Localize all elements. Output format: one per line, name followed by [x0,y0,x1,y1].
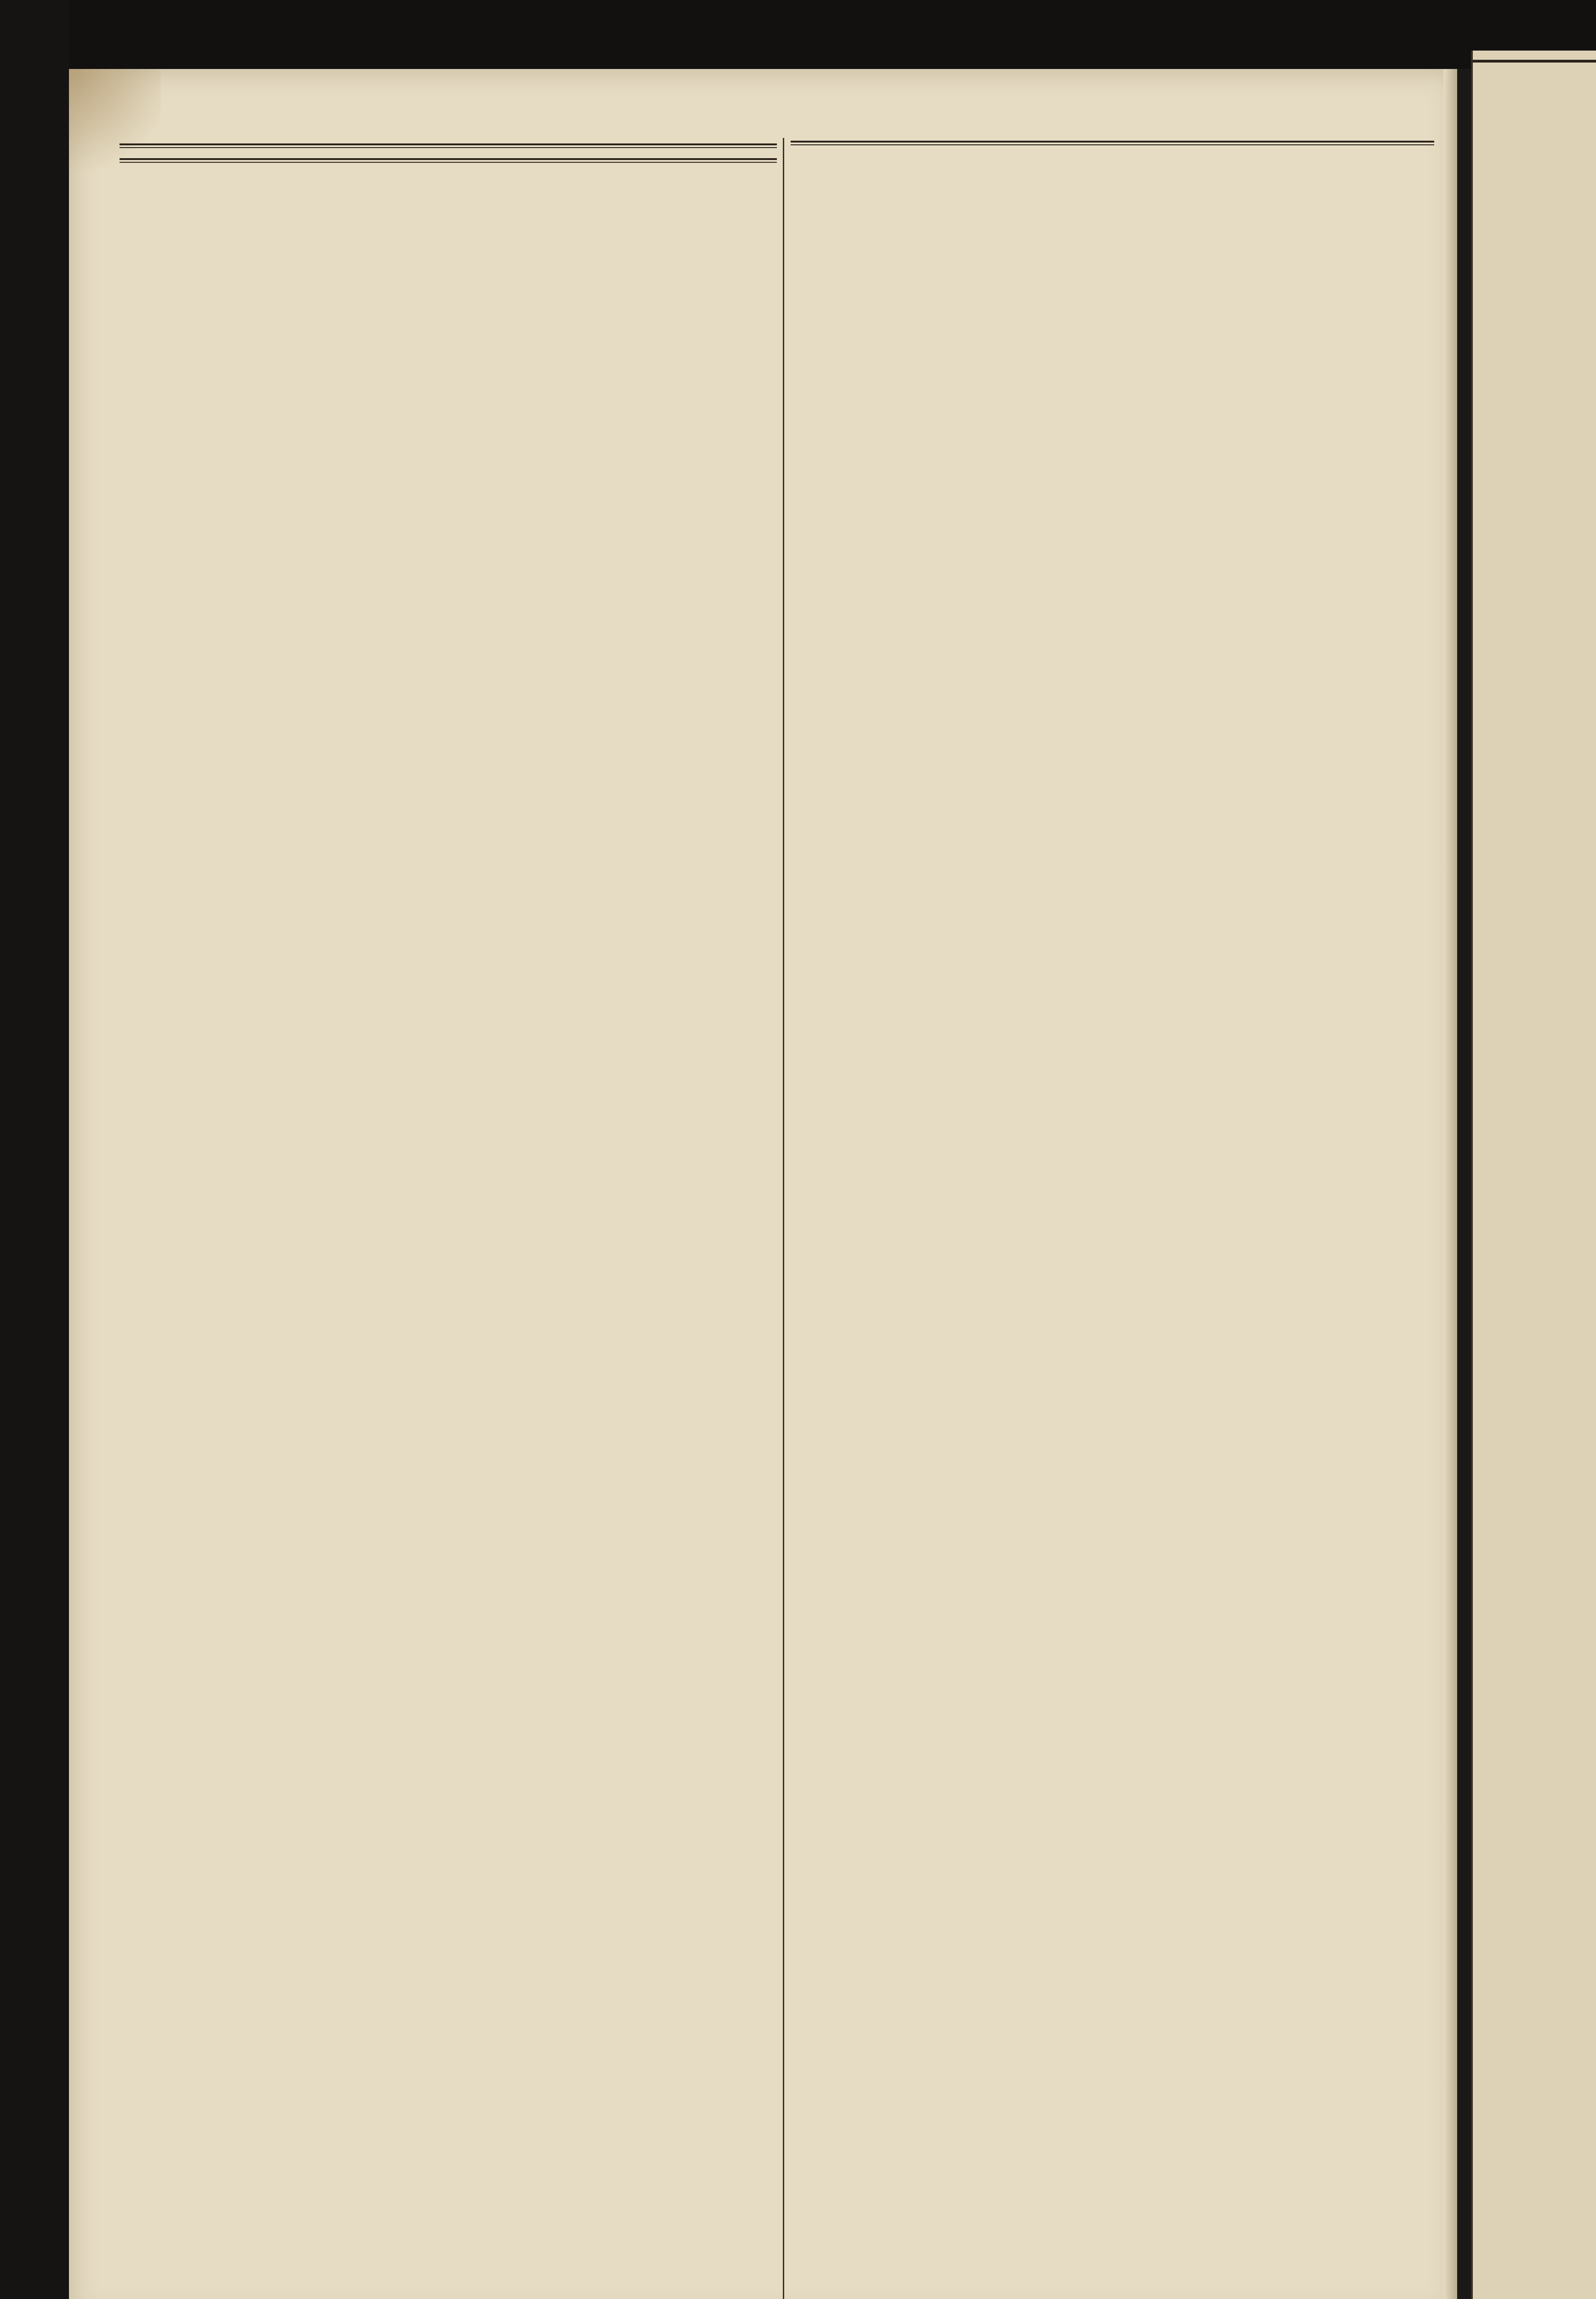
column-right [791,133,1434,2299]
adjacent-page-edge [1471,51,1596,2299]
adjacent-page-rule [1473,60,1596,63]
section-rule [120,143,777,145]
section-rule-thin [791,144,1434,145]
section-rule-thin [120,162,777,163]
section-rule-thin [120,147,777,148]
newspaper-page [69,69,1457,2299]
column-divider [783,138,784,2299]
page-gutter-shade [1443,69,1457,2299]
section-rule [791,141,1434,143]
scan-border-left [0,0,69,2299]
scan-border-top [0,0,1596,69]
section-rule [120,158,777,160]
column-left [120,133,777,2299]
